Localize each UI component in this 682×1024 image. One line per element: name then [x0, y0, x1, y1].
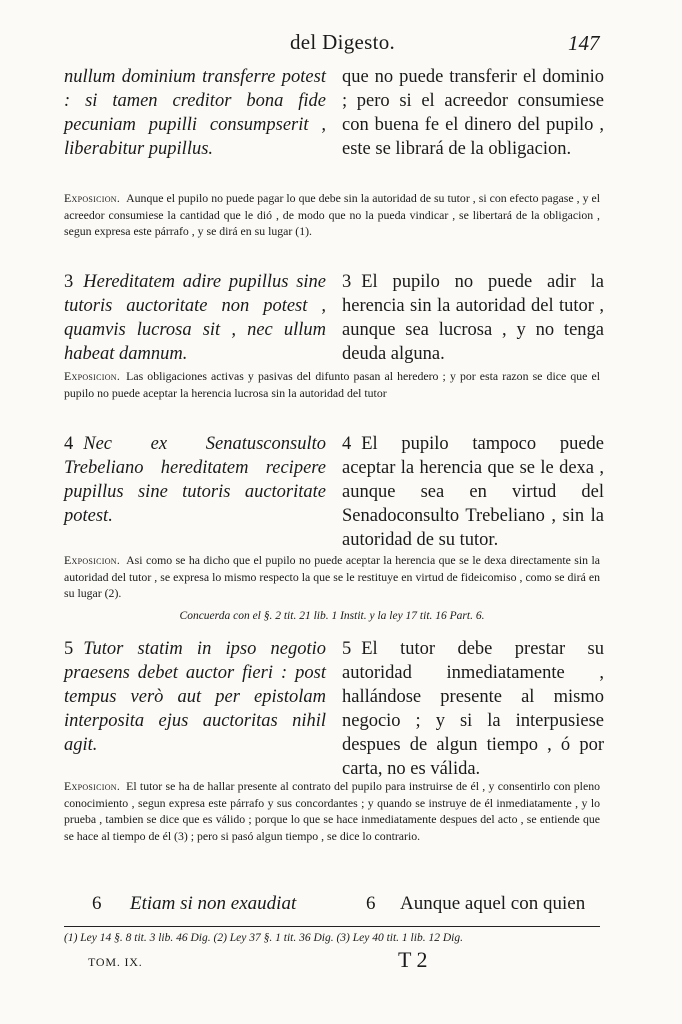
paragraph-pair	[64, 893, 604, 921]
spanish-text: 4 El pupilo tampoco puede aceptar la herencia que se le dexa , aunque sea en virtud del Senadoconsulto Trebeliano , sin la autoridad de su tutor.	[342, 434, 604, 550]
footnote-divider	[64, 926, 600, 927]
paragraph-number: 5	[64, 639, 74, 659]
concordance-note: Concuerda con el §. 2 tit. 21 lib. 1 Instit. y la ley 17 tit. 16 Part. 6.	[179, 610, 485, 622]
volume-mark: TOM. IX.	[88, 955, 143, 969]
latin-text: Etiam si non exaudiat	[130, 893, 297, 914]
exposicion-text: El tutor se ha de hallar presente al contrato del pupilo para instruirse de él , y consentirlo con pleno conocimiento , segun expresa este párrafo y sus concordantes ; y quando se instruye de él inmediatamente , y lo prueba , tambien se dice que es válido ; porque lo que se hace inmediatamente despues del acto , se entiende que se hace al tiempo de él (3) ; pero si pasó algun tiempo , se dice lo contrario.	[64, 779, 600, 843]
footnotes: (1) Ley 14 §. 8 tit. 3 lib. 46 Dig. (2) Ley 37 §. 1 tit. 36 Dig. (3) Ley 40 tit. 1 lib. 12 Dig.	[64, 932, 463, 944]
paragraph-number: 4	[342, 434, 352, 454]
signature-mark: T 2	[398, 947, 428, 972]
running-header	[0, 30, 682, 58]
paragraph-number: 4	[64, 434, 74, 454]
spanish-text: que no puede transferir el dominio ; pero si el acreedor consumiese con buena fe el dinero del pupilo , este se librará de la obligacion.	[342, 67, 604, 159]
spanish-text: 5 El tutor debe prestar su autoridad inmediatamente , hallándose presente al mismo negocio ; y si la interpusiese despues de algun tiempo , ó por carta, no es válida.	[342, 639, 604, 779]
paragraph-number: 6	[366, 893, 376, 914]
latin-text: 5 Tutor statim in ipso negotio praesens debet auctor fieri : post tempus verò aut per epistolam interposita ejus auctoritas nihil agit.	[64, 639, 326, 755]
exposicion-commentary	[64, 778, 600, 844]
paragraph-number: 6	[92, 893, 102, 914]
exposicion-label: Exposicion.	[64, 553, 121, 567]
exposicion-commentary	[64, 190, 600, 240]
exposicion-label: Exposicion.	[64, 779, 121, 793]
exposicion-text: Las obligaciones activas y pasivas del difunto pasan al heredero ; y por esta razon se dice que el pupilo no puede aceptar la herencia lucrosa sin la autoridad del tutor	[64, 369, 600, 400]
exposicion-commentary	[64, 368, 600, 401]
paragraph-number: 3	[342, 272, 352, 292]
spanish-text: Aunque aquel con quien	[400, 893, 586, 914]
exposicion-commentary	[64, 552, 600, 602]
latin-text: nullum dominium transferre potest : si tamen creditor bona fide pecuniam pupilli consumpserit , liberabitur pupillus.	[64, 67, 326, 159]
exposicion-text: Asi como se ha dicho que el pupilo no puede aceptar la herencia que se le dexa directamente sin la autoridad del tutor , se expresa lo mismo respecto la que se le restituye en virtud de fideicomiso , como se dirá en su lugar (2).	[64, 553, 600, 600]
exposicion-text: Aunque el pupilo no puede pagar lo que debe sin la autoridad de su tutor , si con efecto pagase , y el acreedor consumiese la cantidad que le dió , de modo que no la pueda vindicar , se libertará de la obligacion , segun expresa este párrafo , y se dirá en su lugar (1).	[64, 191, 600, 238]
latin-text: 4 Nec ex Senatusconsulto Trebeliano hereditatem recipere pupillus sine tutoris auctoritate potest.	[64, 434, 326, 526]
exposicion-label: Exposicion.	[64, 369, 121, 383]
spanish-text: 3 El pupilo no puede adir la herencia sin la autoridad del tutor , aunque sea lucrosa , y no tenga deuda alguna.	[342, 272, 604, 364]
latin-text: 3 Hereditatem adire pupillus sine tutoris auctoritate non potest , quamvis lucrosa sit , nec ullum habeat damnum.	[64, 272, 326, 364]
running-title: del Digesto.	[290, 30, 396, 54]
paragraph-number: 3	[64, 272, 74, 292]
page-number: 147	[568, 31, 600, 55]
exposicion-label: Exposicion.	[64, 191, 121, 205]
paragraph-number: 5	[342, 639, 352, 659]
